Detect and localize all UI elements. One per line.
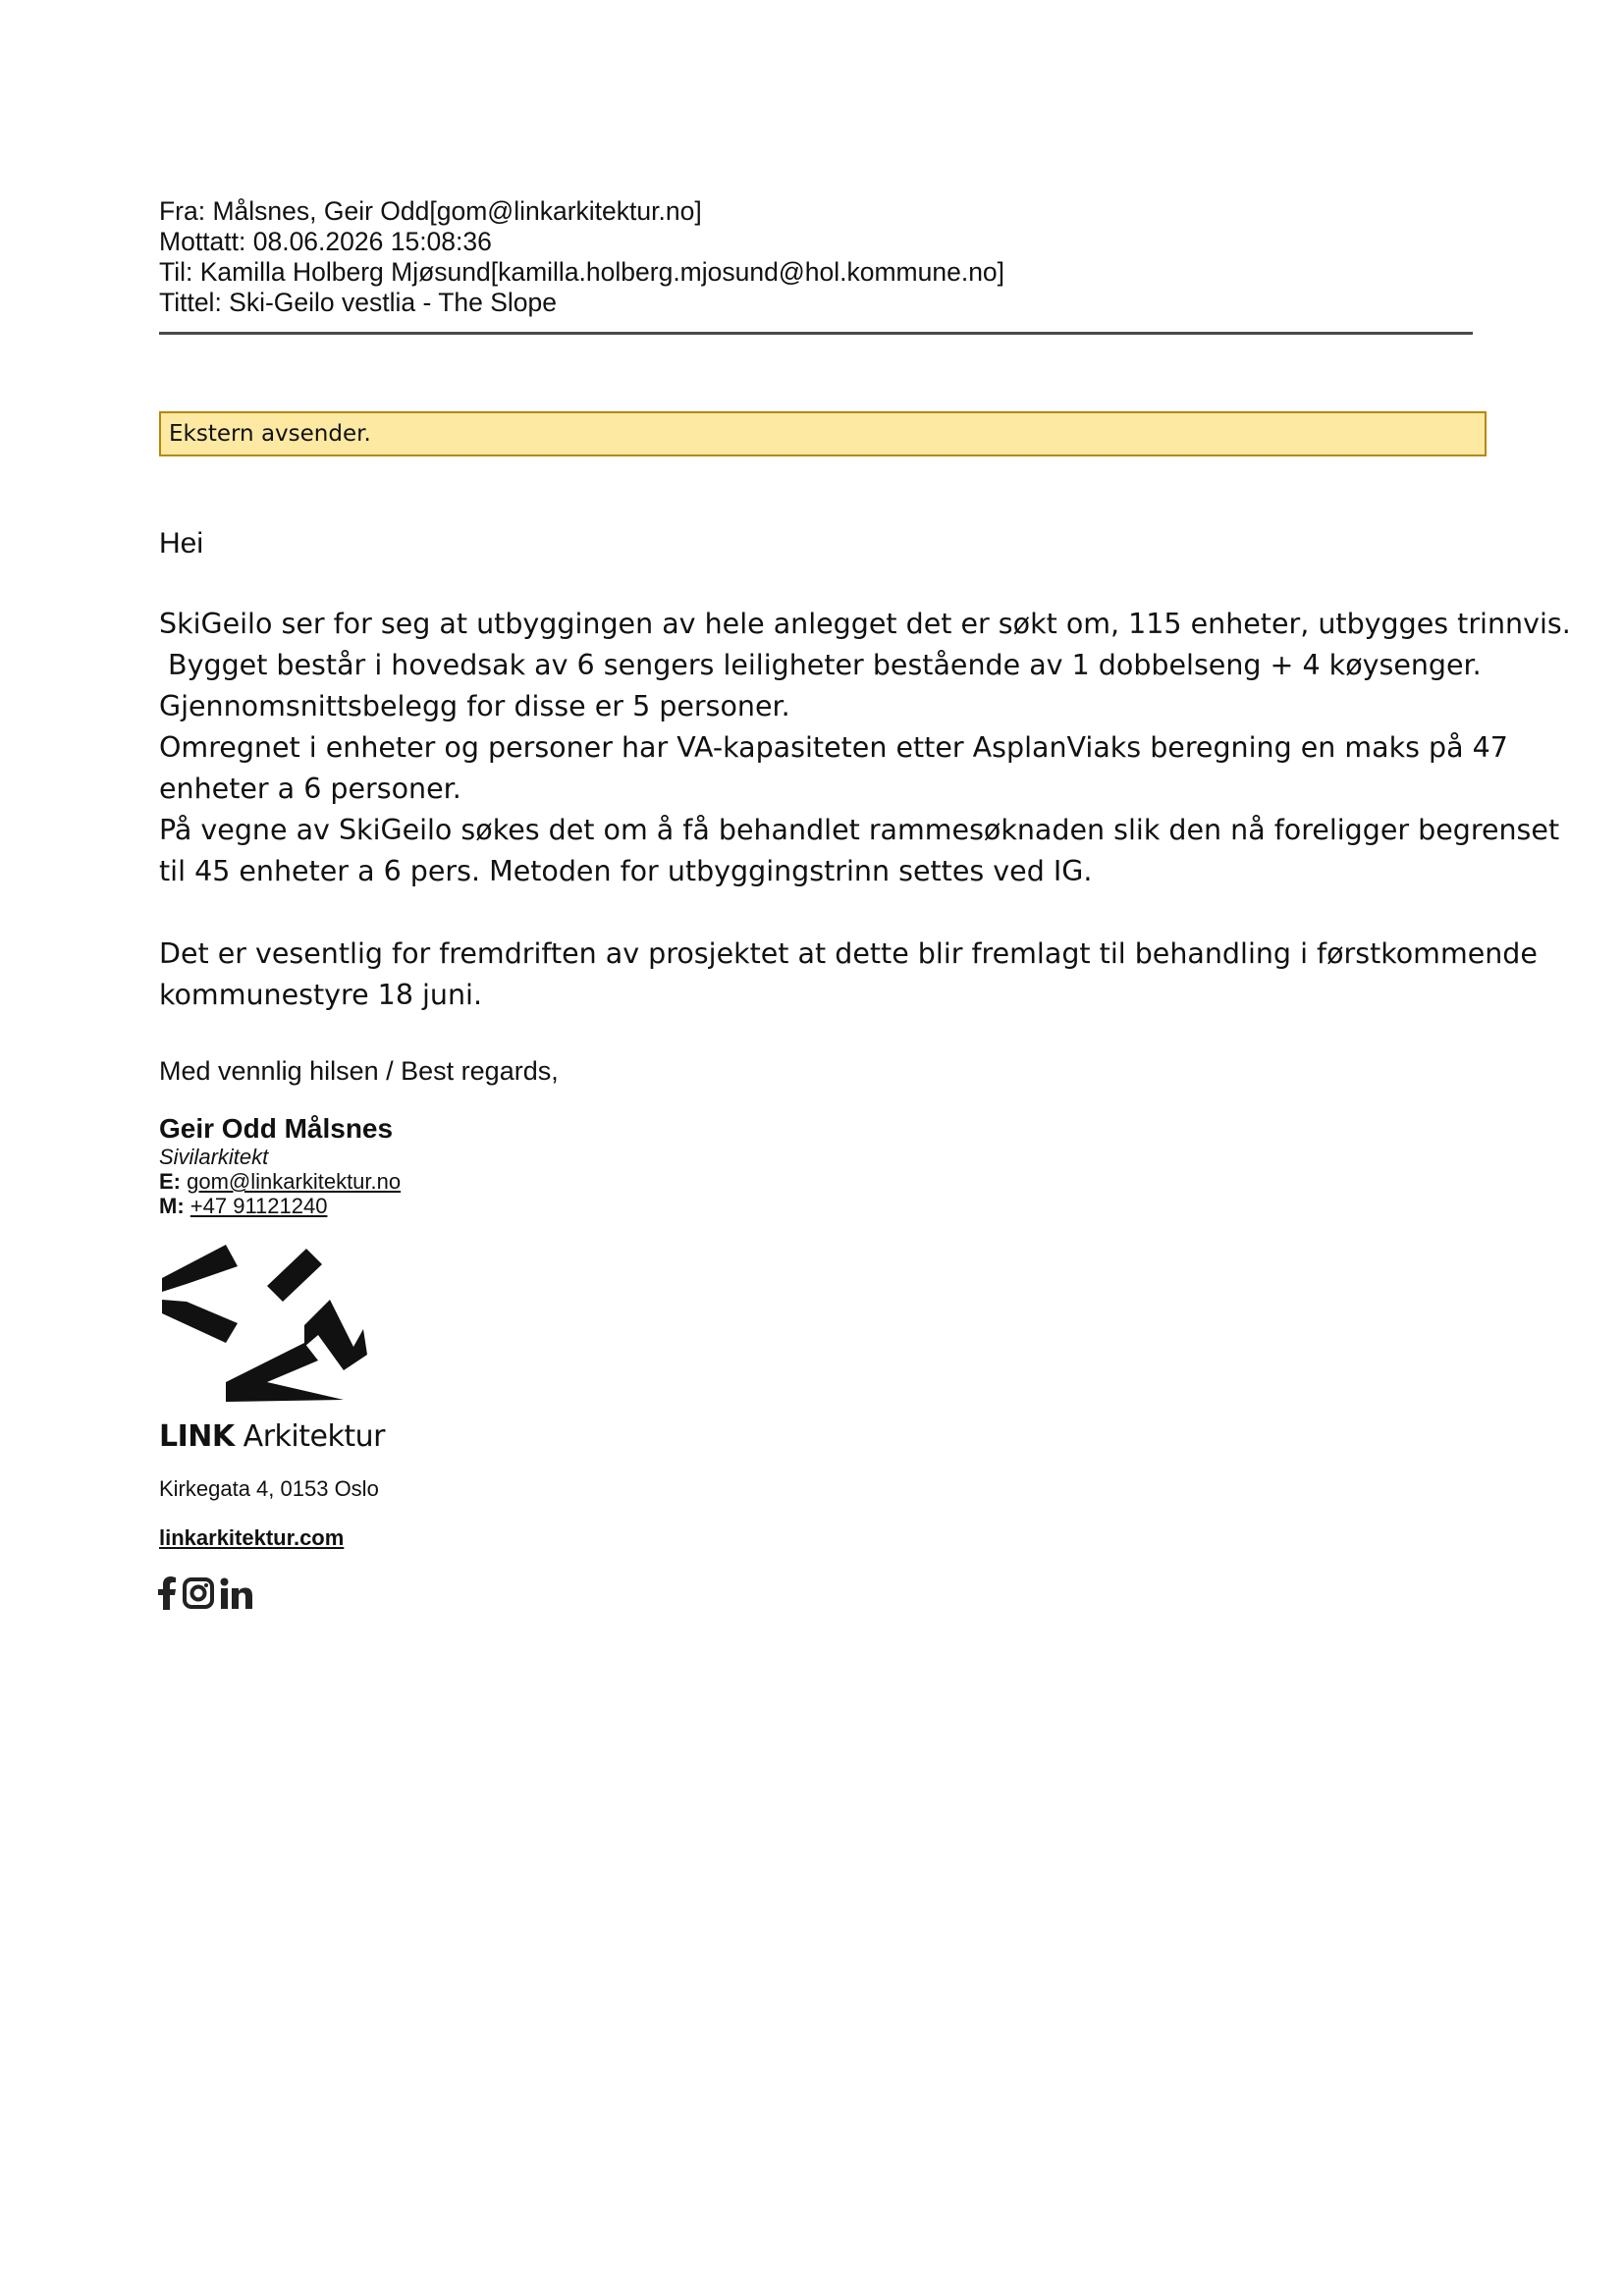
external-sender-banner: Ekstern avsender. [159,411,1487,456]
body-line: Det er vesentlig for fremdriften av prosjektet at dette blir fremlagt til behandling i førstkommende [159,937,1538,970]
body-line: Gjennomsnittsbelegg for disse er 5 personer. [159,690,790,722]
signature-title: Sivilarkitekt [159,1145,269,1169]
signature-email [159,1169,401,1194]
body-line: Bygget består i hovedsak av 6 sengers leiligheter bestående av 1 dobbelseng + 4 køysenger. [159,649,1482,681]
website-link[interactable]: linkarkitektur.com [159,1525,345,1550]
office-address: Kirkegata 4, 0153 Oslo [159,1476,379,1501]
signature-name: Geir Odd Målsnes [159,1113,394,1144]
link-logo-wordmark: LINK Arkitektur [159,1419,385,1454]
body-line: enheter a 6 personer. [159,773,461,805]
received-line: Mottatt: 08.06.2026 15:08:36 [159,227,492,256]
link-logo-icon [157,1245,368,1407]
social-links [157,1575,253,1611]
email-link[interactable]: gom@linkarkitektur.no [187,1169,402,1194]
signature-phone [159,1194,327,1218]
facebook-icon[interactable] [157,1576,177,1610]
paragraph-gap [159,892,1534,934]
email-label: E: [159,1169,181,1194]
body-line: Omregnet i enheter og personer har VA-kapasiteten etter AsplanViaks beregning en maks på 47 [159,731,1508,764]
instagram-icon[interactable] [183,1577,214,1609]
subject-line: Tittel: Ski-Geilo vestlia - The Slope [159,288,558,317]
message-body [159,604,1571,1016]
linkedin-icon[interactable] [220,1577,253,1609]
phone-link[interactable]: +47 91121240 [189,1194,328,1218]
greeting: Hei [159,527,204,560]
email-header [159,196,1475,318]
from-line: Fra: Målsnes, Geir Odd[gom@linkarkitektur.no] [159,196,702,226]
body-line: til 45 enheter a 6 pers. Metoden for utbyggingstrinn settes ved IG. [159,855,1093,887]
closing-regards: Med vennlig hilsen / Best regards, [159,1056,559,1086]
body-line: På vegne av SkiGeilo søkes det om å få behandlet rammesøknaden slik den nå foreligger begrenset [159,814,1560,846]
header-divider [159,332,1473,335]
body-line: kommunestyre 18 juni. [159,979,483,1011]
phone-label: M: [159,1194,185,1218]
to-line: Til: Kamilla Holberg Mjøsund[kamilla.holberg.mjosund@hol.kommune.no] [159,257,1005,287]
body-line: SkiGeilo ser for seg at utbyggingen av hele anlegget det er søkt om, 115 enheter, utbygges trinnvis. [159,608,1571,640]
